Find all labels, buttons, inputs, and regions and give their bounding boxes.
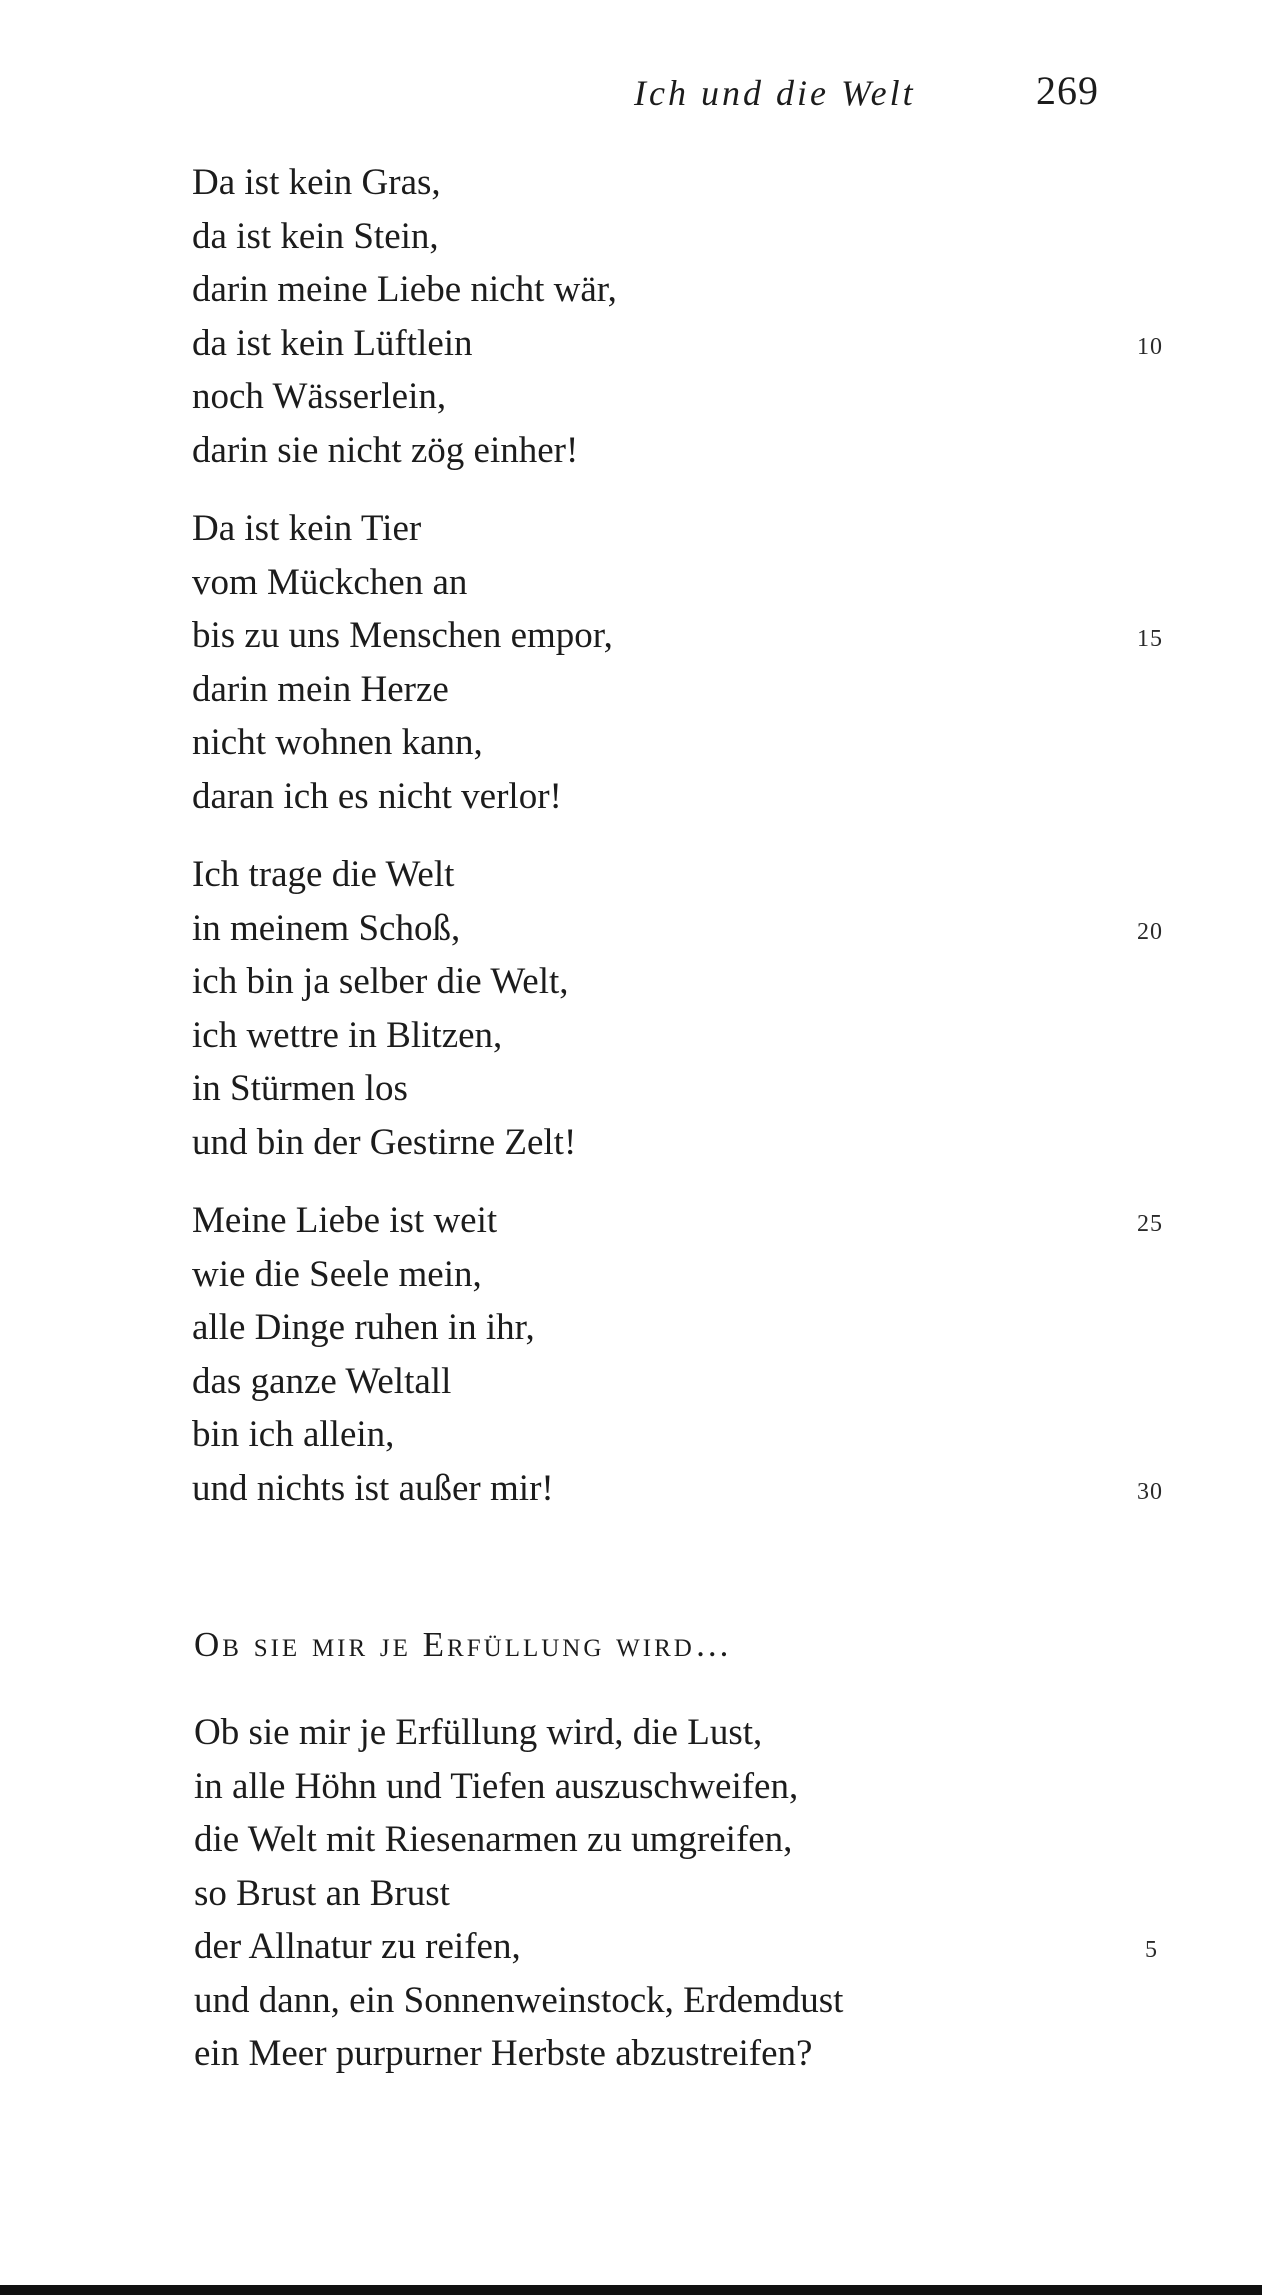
line-text: da ist kein Lüftlein (192, 322, 473, 364)
line-text: vom Mückchen an (192, 561, 468, 603)
line-text: Da ist kein Tier (192, 508, 422, 549)
line-text: in meinem Schoß, (192, 907, 461, 949)
bottom-edge-rule (0, 2285, 1262, 2295)
line-text: und dann, ein Sonnenweinstock, Erdemdust (194, 1979, 844, 2021)
line-text: darin meine Liebe nicht wär, (192, 269, 617, 310)
poem-line (194, 1867, 1194, 1921)
poem-line (192, 424, 1192, 478)
line-text: und nichts ist außer mir! (192, 1467, 554, 1509)
poem-line (194, 1920, 1194, 1974)
poem-line (192, 955, 1192, 1009)
line-number: 5 (1145, 1937, 1158, 1963)
line-text: darin mein Herze (192, 668, 449, 710)
poem-line (192, 663, 1192, 717)
line-text: alle Dinge ruhen in ihr, (192, 1307, 535, 1348)
poem-ich-und-die-welt (192, 156, 1192, 1540)
line-text: das ganze Weltall (192, 1360, 452, 1402)
poem-line (192, 156, 1192, 210)
stanza (192, 1194, 1192, 1515)
running-head: Ich und die Welt (634, 73, 916, 113)
line-text: noch Wässerlein, (192, 376, 447, 417)
line-text: Da ist kein Gras, (192, 162, 441, 203)
poem-ob-sie-mir-je-erfuellung-wird (194, 1620, 1194, 2106)
line-text: der Allnatur zu reifen, (194, 1926, 521, 1967)
poem-line (192, 1116, 1192, 1170)
line-text: da ist kein Stein, (192, 215, 439, 257)
line-text: die Welt mit Riesenarmen zu umgreifen, (194, 1819, 793, 1860)
poem-line (192, 317, 1192, 371)
poem-line (194, 1760, 1194, 1814)
poem-line (192, 609, 1192, 663)
line-text: ich wettre in Blitzen, (192, 1014, 503, 1056)
poem-line (194, 2027, 1194, 2081)
line-text: Ob sie mir je Erfüllung wird, die Lust, (194, 1712, 763, 1753)
line-text: nicht wohnen kann, (192, 722, 483, 763)
poem-line (192, 1009, 1192, 1063)
line-text: bin ich allein, (192, 1414, 395, 1455)
poem-line (194, 1974, 1194, 2028)
stanza (192, 502, 1192, 823)
line-text: ein Meer purpurner Herbste abzustreifen? (194, 2033, 813, 2074)
poem-line (192, 902, 1192, 956)
poem-line (192, 556, 1192, 610)
line-text: und bin der Gestirne Zelt! (192, 1121, 577, 1163)
poem-line (192, 263, 1192, 317)
poem-line (192, 1355, 1192, 1409)
line-text: Meine Liebe ist weit (192, 1200, 498, 1241)
poem-line (194, 1706, 1194, 1760)
line-text: Ich trage die Welt (192, 854, 455, 895)
line-number: 20 (1137, 918, 1163, 945)
poem-line (192, 1248, 1192, 1302)
poem-title: Ob sie mir je Erfüllung wird… (194, 1625, 733, 1664)
poem-line (192, 502, 1192, 556)
poem-line (192, 1408, 1192, 1462)
line-text: wie die Seele mein, (192, 1253, 482, 1295)
line-number: 25 (1137, 1211, 1163, 1237)
poem-line (192, 1462, 1192, 1516)
poem-line (192, 1062, 1192, 1116)
line-text: daran ich es nicht verlor! (192, 775, 562, 817)
line-text: bis zu uns Menschen empor, (192, 615, 613, 656)
poem-line (192, 770, 1192, 824)
poem-line (192, 370, 1192, 424)
line-text: in Stürmen los (192, 1068, 408, 1109)
line-text: so Brust an Brust (194, 1872, 450, 1914)
line-number: 10 (1137, 333, 1163, 360)
page-number: 269 (1036, 68, 1099, 113)
poem-line (192, 848, 1192, 902)
line-number: 30 (1137, 1478, 1163, 1505)
poem-line (192, 210, 1192, 264)
poem-line (192, 1194, 1192, 1248)
stanza (194, 1706, 1194, 2081)
line-text: in alle Höhn und Tiefen auszuschweifen, (194, 1765, 799, 1807)
stanza (192, 156, 1192, 477)
line-number: 15 (1137, 626, 1163, 652)
poem-line (192, 716, 1192, 770)
stanza (192, 848, 1192, 1169)
line-text: ich bin ja selber die Welt, (192, 961, 569, 1002)
poem-line (194, 1813, 1194, 1867)
poem-line (192, 1301, 1192, 1355)
line-text: darin sie nicht zög einher! (192, 429, 579, 471)
